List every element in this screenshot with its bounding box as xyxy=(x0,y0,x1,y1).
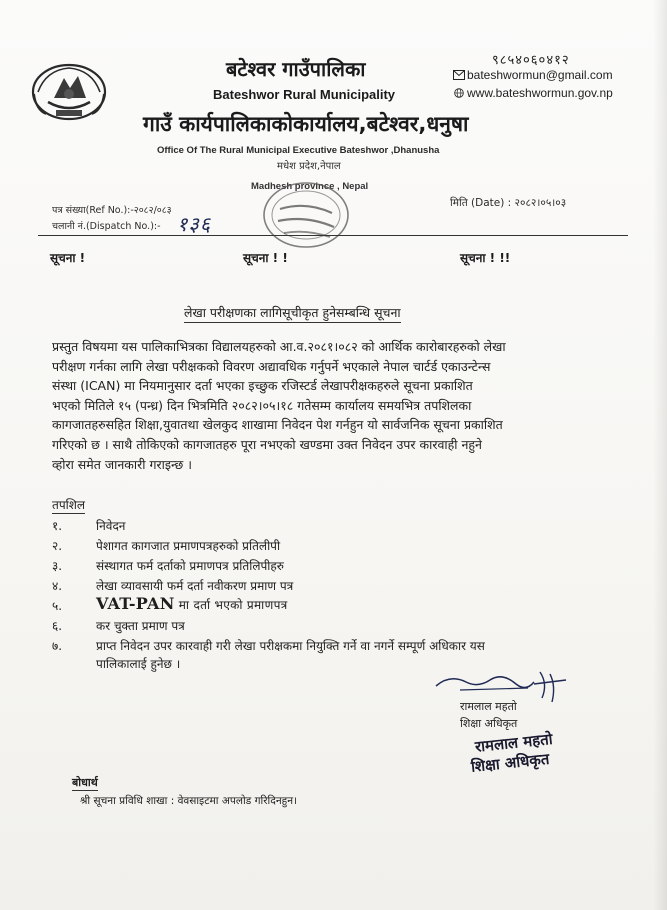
notice-label-3: सूचना ! !! xyxy=(460,251,511,265)
list-item-number: १. xyxy=(52,519,63,533)
globe-icon xyxy=(453,88,465,98)
contact-phone: ९८५४०६०४१२ xyxy=(492,53,570,68)
vat-pan-rest: मा दर्ता भएको प्रमाणपत्र xyxy=(174,598,288,612)
signatory-stamp-name: रामलाल महतो xyxy=(474,729,554,756)
signatory-name: रामलाल महतो xyxy=(460,700,517,713)
list-item-number: ७. xyxy=(52,639,63,653)
list-item xyxy=(52,557,612,577)
list-item-7-continued: पालिकालाई हुनेछ । xyxy=(96,657,181,671)
notice-body xyxy=(52,337,612,474)
office-seal-stamp xyxy=(240,171,368,251)
page-edge-shadow xyxy=(653,0,667,910)
reference-number: पत्र संख्या(Ref No.):-२०८२/०८३ xyxy=(52,205,172,216)
list-item-text xyxy=(96,594,288,613)
date-line: मिति (Date) : २०८२।०५।०३ xyxy=(450,197,567,209)
dispatch-number-handwritten: १३६ xyxy=(177,212,212,236)
signatory-stamp-designation: शिक्षा अधिकृत xyxy=(470,749,551,776)
cc-line: श्री सूचना प्रविधि शाखा : वेवसाइटमा अपलोड गरिदिनहुन। xyxy=(80,795,298,807)
body-line: परीक्षण गर्नका लागि लेखा परीक्षकको विवरण अद्यावधिक गर्नुपर्ने भएकाले नेपाल चार्टर्ड एकाउन्टेन्स xyxy=(52,358,491,374)
body-line: व्होरा समेत जानकारी गराइन्छ । xyxy=(52,456,193,472)
list-item-text: निवेदन xyxy=(96,519,126,533)
vat-pan-text: VAT-PAN xyxy=(96,594,175,613)
notice-label-1: सूचना ! xyxy=(50,251,86,265)
list-item-text: संस्थागत फर्म दर्ताको प्रमाणपत्र प्रतिलिपीहरु xyxy=(96,559,284,573)
contact-email-text: bateshwormun@gmail.com xyxy=(467,68,613,82)
list-item-text: कर चुक्ता प्रमाण पत्र xyxy=(96,619,185,633)
office-name-np: गाउँ कार्यपालिकाकोकार्यालय,बटेश्वर,धनुषा xyxy=(143,112,469,136)
province-np: मधेश प्रदेश,नेपाल xyxy=(277,161,341,172)
body-line: प्रस्तुत विषयमा यस पालिकाभित्रका विद्यालयहरुको आ.व.२०८१।०८२ को आर्थिक कारोबारहरुको लेखा xyxy=(52,339,506,354)
body-line: गरिएको छ । साथै तोकिएको कागजातहरु पूरा नभएको खण्डमा उक्त निवेदन उपर कारवाही नहुने xyxy=(52,436,482,452)
nepal-emblem-icon xyxy=(26,58,112,122)
list-item-number: २. xyxy=(52,539,63,553)
header-divider xyxy=(38,235,628,236)
notice-label-2: सूचना ! ! xyxy=(243,251,288,265)
notice-subject: लेखा परीक्षणका लागिसूचीकृत हुनेसम्बन्धि सूचना xyxy=(184,304,401,323)
body-line: संस्था (ICAN) मा नियमानुसार दर्ता भएका इच्छुक रजिस्टर्ड लेखापरीक्षकहरुले सूचना प्रकाशित xyxy=(52,378,473,394)
list-item-number: ५. xyxy=(52,599,63,613)
dispatch-label: चलानी नं.(Dispatch No.):- xyxy=(52,221,161,232)
list-item xyxy=(52,617,612,637)
list-item-number: ३. xyxy=(52,559,63,573)
list-item xyxy=(52,517,612,537)
list-title: तपशिल xyxy=(52,498,86,512)
list-item-text: लेखा व्यावसायी फर्म दर्ता नवीकरण प्रमाण पत्र xyxy=(96,579,294,593)
list-item xyxy=(52,537,612,557)
body-line: कागजातहरुसहित शिक्षा,युवातथा खेलकुद शाखामा निवेदन पेश गर्नहुन यो सार्वजनिक सूचना प्रकाशित xyxy=(52,417,503,433)
contact-website[interactable] xyxy=(453,86,613,100)
list-item-text: प्राप्त निवेदन उपर कारवाही गरी लेखा परीक्षकमा नियुक्ति गर्ने वा नगर्ने सम्पूर्ण अधिकार यस xyxy=(96,639,485,653)
list-item xyxy=(52,637,612,657)
contact-website-text: www.bateshwormun.gov.np xyxy=(467,86,613,100)
list-item-number: ६. xyxy=(52,619,63,633)
province-en: Madhesh province , Nepal xyxy=(251,181,369,192)
cc-heading: बोधार्थ xyxy=(72,776,98,789)
requirements-list xyxy=(52,517,612,657)
municipality-name-en: Bateshwor Rural Municipality xyxy=(213,87,396,102)
municipality-name-np: बटेश्वर गाउँपालिका xyxy=(226,57,366,81)
signatory-designation: शिक्षा अधिकृत xyxy=(460,717,518,730)
list-item-text: पेशागत कागजात प्रमाणपत्रहरुको प्रतिलीपी xyxy=(96,539,281,553)
list-item-number: ४. xyxy=(52,579,63,593)
list-item xyxy=(52,594,612,617)
body-line: भएको मितिले १५ (पन्ध्र) दिन भित्रमिति २०८२।०५।१८ गतेसम्म कार्यालय समयभित्र तपशिलका xyxy=(52,397,472,413)
envelope-icon xyxy=(453,70,465,80)
office-name-en: Office Of The Rural Municipal Executive Bateshwor ,Dhanusha xyxy=(157,145,440,156)
contact-email[interactable] xyxy=(453,68,613,82)
